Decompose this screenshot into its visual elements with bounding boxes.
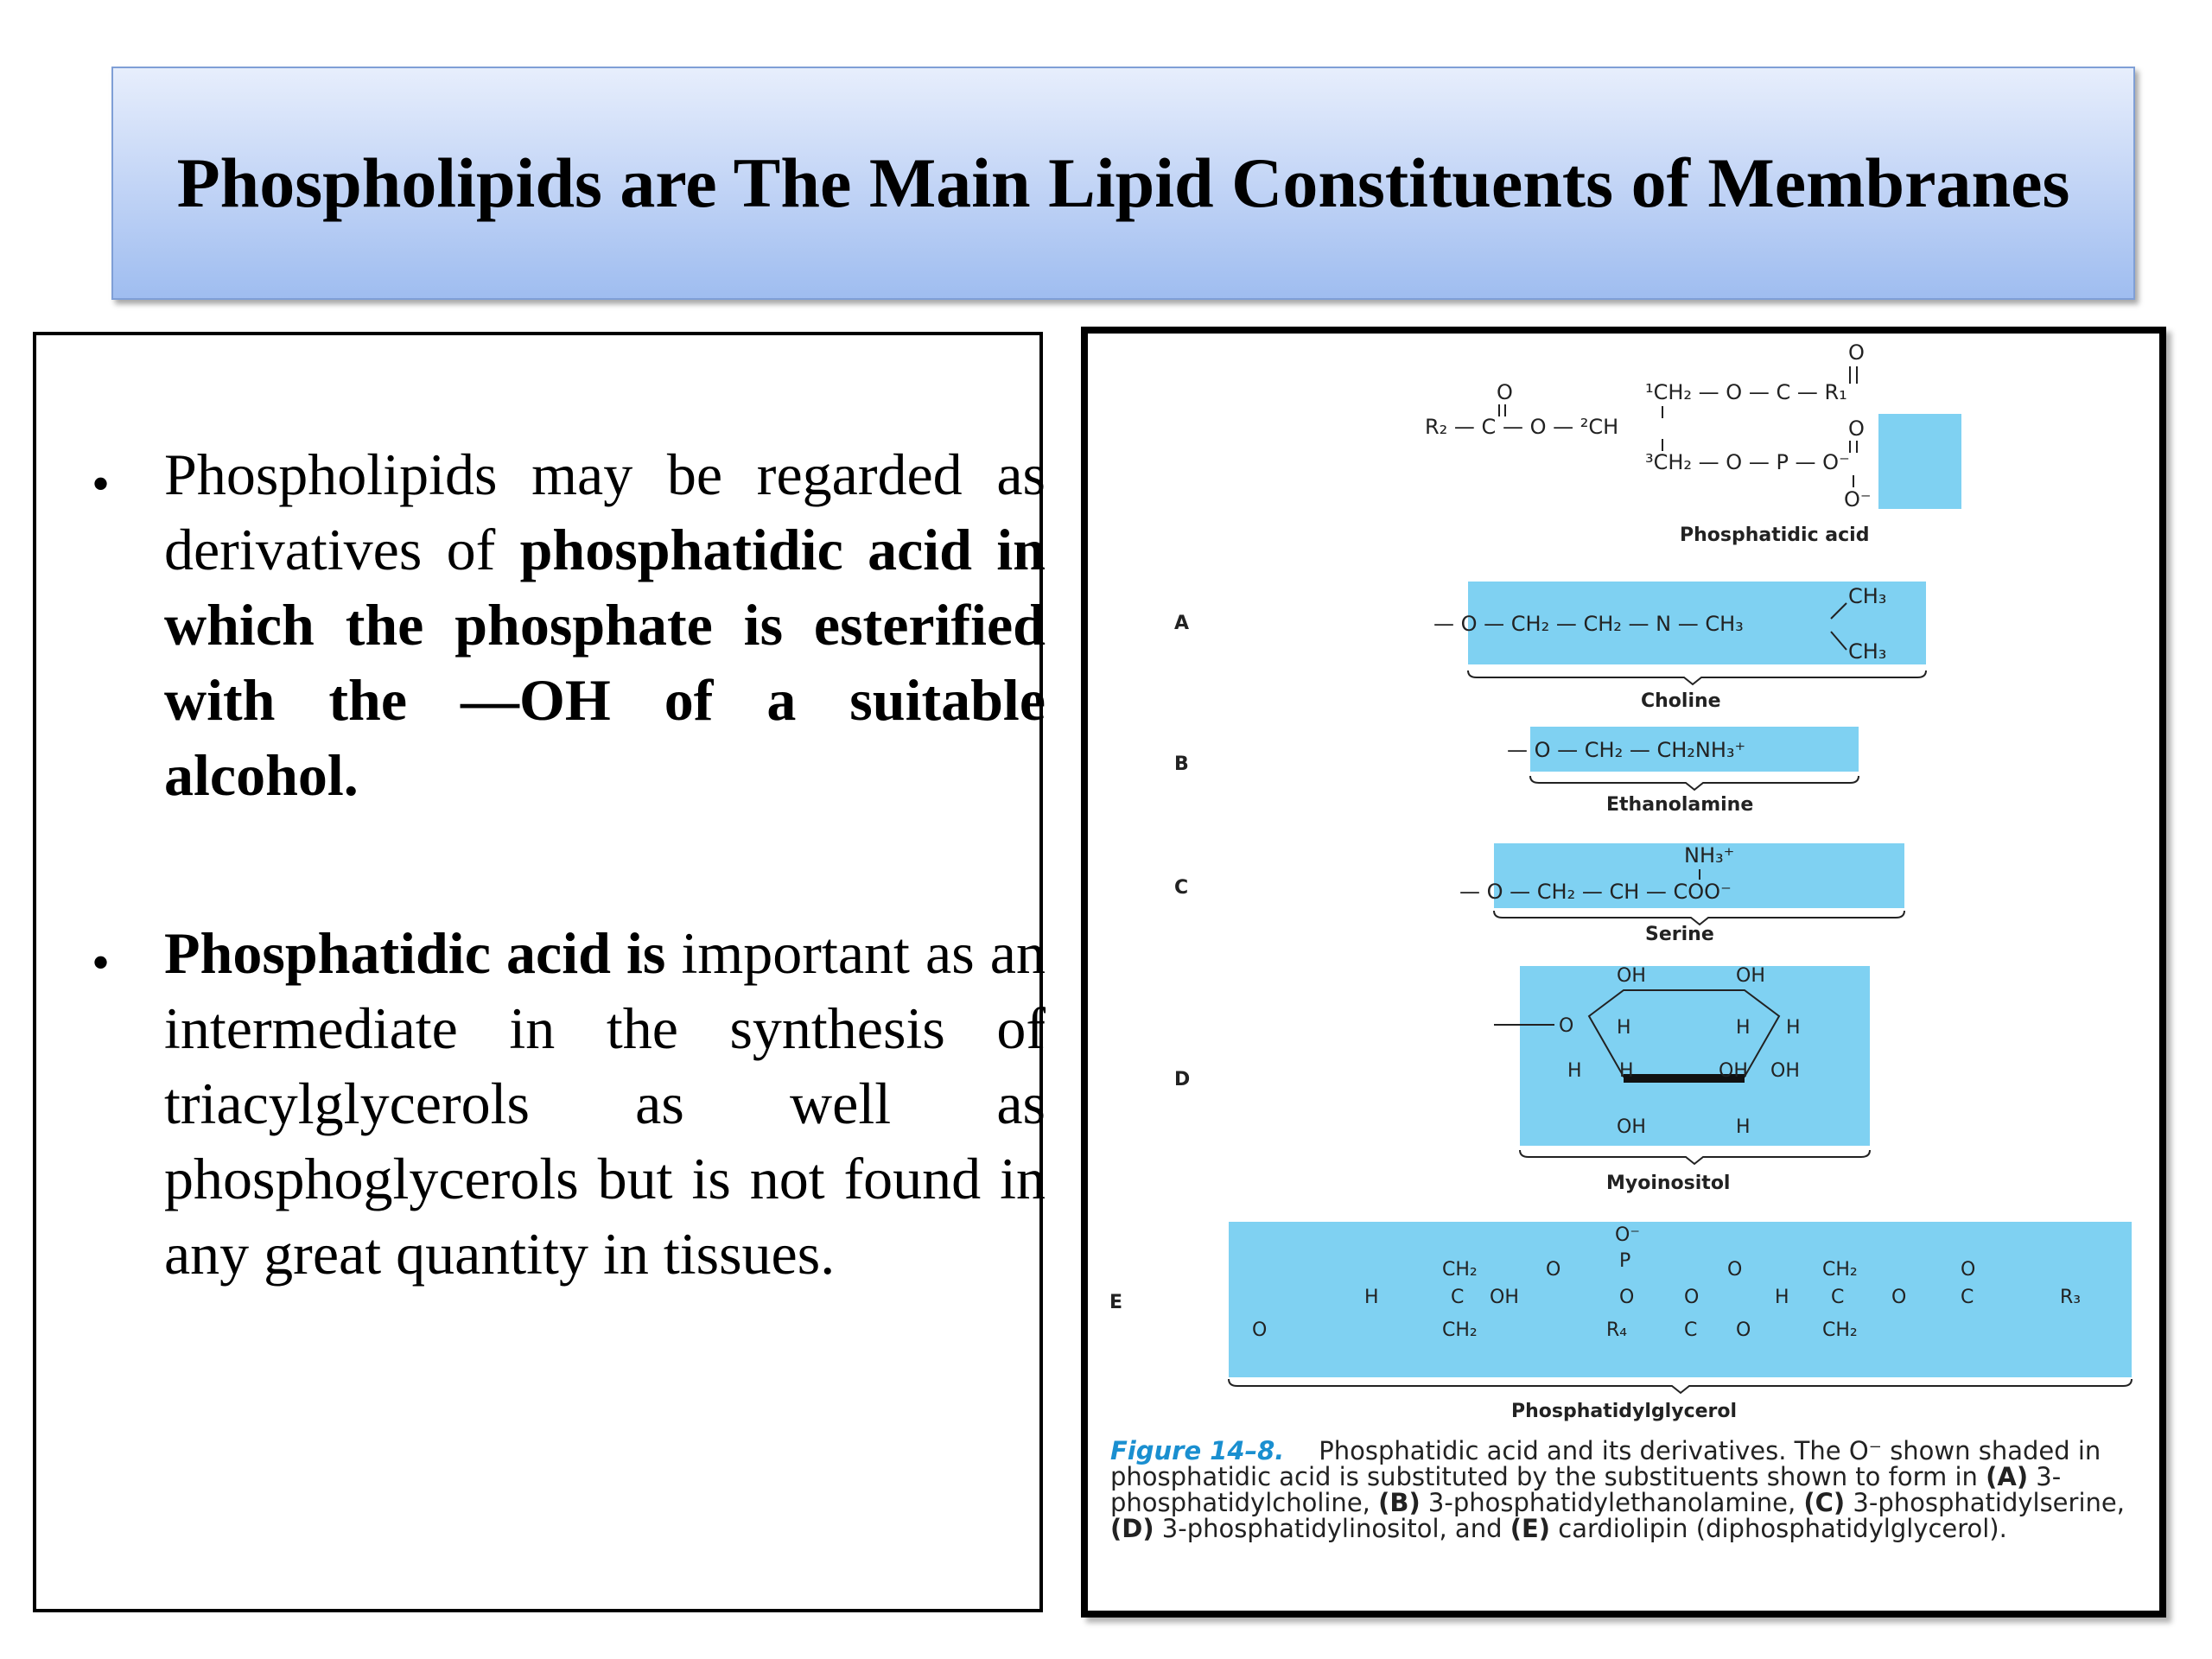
- svg-text:O: O: [1736, 1319, 1751, 1341]
- svg-text:R₄: R₄: [1606, 1319, 1628, 1341]
- text-panel: [33, 332, 1046, 1612]
- svg-text:CH₃: CH₃: [1848, 584, 1887, 608]
- caption-segment: 3-phosphatidylcholine,: [1110, 1462, 2062, 1517]
- svg-text:CH₂: CH₂: [1822, 1259, 1858, 1281]
- svg-text:H: H: [1619, 1060, 1634, 1082]
- svg-text:O: O: [1684, 1287, 1700, 1308]
- bullet2-segment: important as an intermediate in the synthesis of triacylglycerols as well as phosphoglycerols but is not found in any great quantity in tissues.: [164, 920, 1046, 1287]
- phosphatidic-acid-label: Phosphatidic acid: [1680, 524, 1870, 546]
- svg-text:³CH₂ — O — P — O⁻: ³CH₂ — O — P — O⁻: [1645, 450, 1850, 474]
- svg-text:H: H: [1617, 1017, 1631, 1039]
- svg-text:O: O: [1546, 1259, 1561, 1281]
- caption-segment: (A): [1986, 1462, 2029, 1491]
- svg-text:P: P: [1619, 1250, 1631, 1272]
- myoinositol-box: [1520, 966, 1870, 1146]
- svg-text:O: O: [1848, 416, 1865, 441]
- bullet2-segment: Phosphatidic acid is: [164, 920, 666, 986]
- bullet-icon: •: [92, 455, 111, 512]
- caption-segment: 3-phosphatidylserine,: [1845, 1488, 2125, 1517]
- choline-brace: [1468, 671, 1926, 684]
- svg-text:O⁻: O⁻: [1615, 1224, 1640, 1246]
- svg-text:H: H: [1364, 1287, 1379, 1308]
- svg-text:H: H: [1567, 1060, 1582, 1082]
- svg-text:CH₃: CH₃: [1848, 639, 1887, 664]
- svg-text:H: H: [1736, 1116, 1751, 1138]
- svg-text:O: O: [1252, 1319, 1268, 1341]
- caption-segment: (B): [1378, 1488, 1421, 1517]
- bullet-text-2: [164, 916, 1046, 1292]
- ethanolamine-brace: [1530, 776, 1859, 790]
- svg-text:CH₂: CH₂: [1822, 1319, 1858, 1341]
- figure-panel: [1081, 327, 2166, 1618]
- svg-text:OH: OH: [1736, 965, 1765, 987]
- svg-text:O: O: [1727, 1259, 1743, 1281]
- svg-text:OH: OH: [1770, 1060, 1800, 1082]
- bullet1-segment: Phospholipids may be regarded as derivatives of: [164, 442, 1046, 582]
- svg-text:C: C: [1831, 1287, 1845, 1308]
- svg-text:C: C: [1451, 1287, 1465, 1308]
- title-banner: [111, 67, 2135, 300]
- svg-text:OH: OH: [1617, 1116, 1646, 1138]
- caption-segment: Phosphatidic acid and its derivatives. The O⁻ shown shaded in phosphatidic acid is substituted by the substituents shown to form in: [1110, 1436, 2101, 1491]
- svg-text:R₂ — C — O — ²CH: R₂ — C — O — ²CH: [1425, 415, 1619, 439]
- caption-segment: (D): [1110, 1514, 1154, 1543]
- myoinositol-label: Myoinositol: [1606, 1173, 1731, 1194]
- caption-segment: cardiolipin (diphosphatidylglycerol).: [1550, 1514, 2007, 1543]
- row-letter-b: B: [1174, 753, 1189, 775]
- svg-text:C: C: [1961, 1287, 1974, 1308]
- shaded-oxygen-box: [1878, 414, 1961, 509]
- svg-text:O: O: [1891, 1287, 1907, 1308]
- svg-text:O: O: [1497, 380, 1513, 404]
- myoinositol-brace: [1520, 1150, 1870, 1164]
- svg-text:H: H: [1775, 1287, 1789, 1308]
- row-letter-c: C: [1174, 877, 1189, 899]
- figure-caption: [1110, 1438, 2147, 1541]
- svg-text:OH: OH: [1490, 1287, 1519, 1308]
- svg-text:O: O: [1559, 1015, 1574, 1037]
- svg-text:CH₂: CH₂: [1442, 1319, 1478, 1341]
- svg-text:R₃: R₃: [2060, 1287, 2082, 1308]
- row-letter-e: E: [1109, 1292, 1123, 1313]
- row-letter-a: A: [1174, 613, 1190, 634]
- slide-title: Phospholipids are The Main Lipid Constituents of Membranes: [176, 143, 2070, 222]
- svg-text:OH: OH: [1617, 965, 1646, 987]
- svg-text:H: H: [1786, 1017, 1801, 1039]
- caption-segment: (C): [1803, 1488, 1846, 1517]
- serine-brace: [1494, 911, 1904, 925]
- svg-text:O⁻: O⁻: [1844, 487, 1872, 512]
- svg-text:H: H: [1736, 1017, 1751, 1039]
- svg-text:— O — CH₂ — CH — COO⁻: — O — CH₂ — CH — COO⁻: [1459, 880, 1732, 904]
- ethanolamine-structure: — O — CH₂ — CH₂NH₃⁺: [1507, 738, 1746, 762]
- svg-text:C: C: [1684, 1319, 1698, 1341]
- svg-text:O: O: [1848, 340, 1865, 365]
- caption-segment: 3-phosphatidylinositol, and: [1154, 1514, 1510, 1543]
- row-letter-d: D: [1174, 1069, 1191, 1090]
- ethanolamine-label: Ethanolamine: [1606, 794, 1754, 816]
- svg-text:NH₃⁺: NH₃⁺: [1684, 843, 1735, 868]
- phospholipid-structures: [1088, 334, 2159, 1612]
- serine-label: Serine: [1645, 924, 1714, 945]
- choline-label: Choline: [1641, 690, 1721, 712]
- bullet1-segment: phosphatidic acid in which the phosphate is esterified with the —OH of a suitable alcohol.: [164, 517, 1046, 808]
- svg-text:O: O: [1961, 1259, 1976, 1281]
- phosphatidylglycerol-label: Phosphatidylglycerol: [1511, 1401, 1738, 1422]
- svg-text:OH: OH: [1719, 1060, 1748, 1082]
- svg-text:CH₂: CH₂: [1442, 1259, 1478, 1281]
- phosphatidic-acid-structure: [1425, 340, 1872, 512]
- svg-text:O: O: [1619, 1287, 1635, 1308]
- caption-segment: (E): [1510, 1514, 1551, 1543]
- caption-segment: 3-phosphatidylethanolamine,: [1420, 1488, 1804, 1517]
- figure-label: Figure 14–8.: [1110, 1436, 1285, 1465]
- svg-text:— O — CH₂ — CH₂ — N — CH₃: — O — CH₂ — CH₂ — N — CH₃: [1433, 612, 1744, 636]
- bullet-text-1: [164, 437, 1046, 813]
- bullet-icon: •: [92, 934, 111, 991]
- svg-text:¹CH₂ — O — C — R₁: ¹CH₂ — O — C — R₁: [1645, 380, 1847, 404]
- phosphatidylglycerol-brace: [1229, 1379, 2132, 1393]
